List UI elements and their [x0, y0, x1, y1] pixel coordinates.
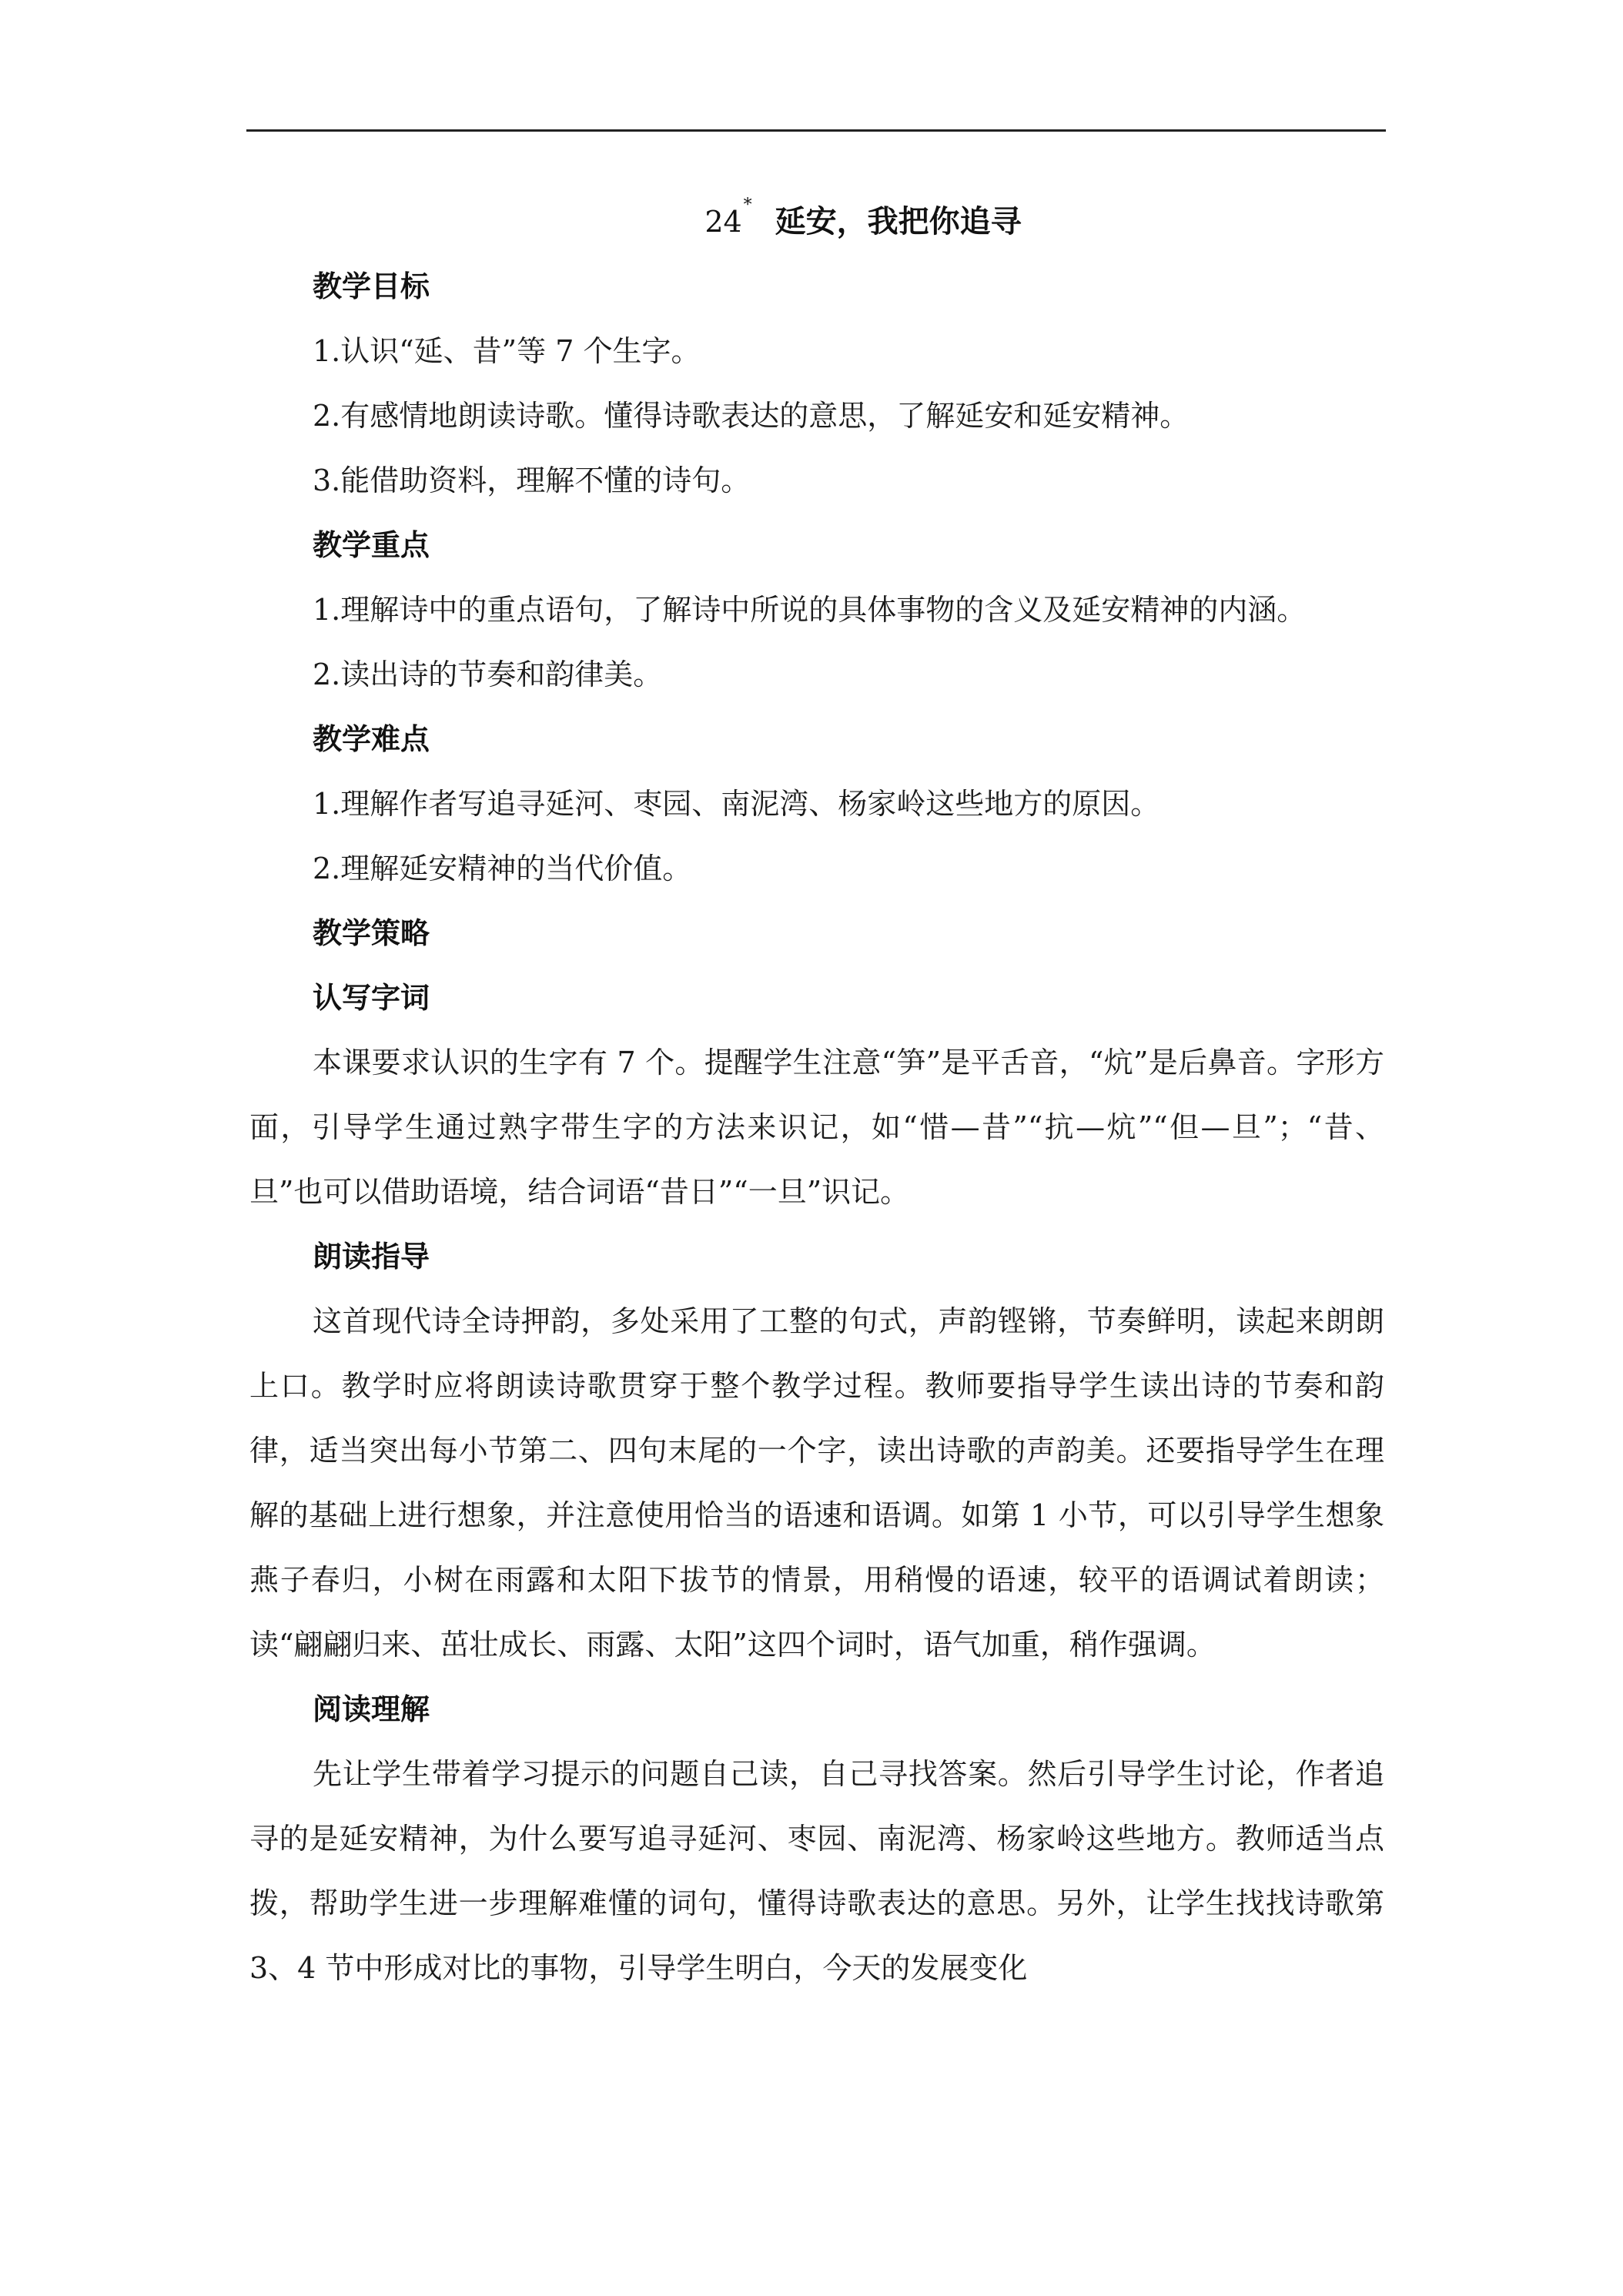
top-rule — [246, 129, 1386, 132]
words-paragraph: 本课要求认识的生字有 7 个。提醒学生注意“笋”是平舌音，“炕”是后鼻音。字形方面，引导学生通过熟字带生字的方法来识记，如“惜—昔”“抗—炕”“但—旦”；“昔、旦”也可以借助语境，结合词语“昔日”“一旦”识记。 — [249, 1046, 1384, 1209]
section-heading-difficulties: 教学难点 — [313, 722, 430, 756]
section-heading-goals: 教学目标 — [313, 269, 430, 303]
section-heading-reading: 朗读指导 — [313, 1240, 430, 1274]
section-heading-words: 认写字词 — [313, 981, 430, 1015]
document-body — [249, 189, 1384, 2000]
reading-paragraph: 这首现代诗全诗押韵，多处采用了工整的句式，声韵铿锵，节奏鲜明，读起来朗朗上口。教学时应将朗读诗歌贯穿于整个教学过程。教师要指导学生读出诗的节奏和韵律，适当突出每小节第二、四句末尾的一个字，读出诗歌的声韵美。还要指导学生在理解的基础上进行想象，并注意使用恰当的语速和语调。如第 1 小节，可以引导学生想象燕子春归，小树在雨露和太阳下拔节的情景，用稍慢的语速，较平的语调试着朗读；读“翩翩归来、茁壮成长、雨露、太阳”这四个词时，语气加重，稍作强调。 — [249, 1304, 1384, 1662]
section-heading-strategy: 教学策略 — [313, 916, 430, 950]
section-heading-key-points: 教学重点 — [313, 528, 430, 562]
difficulty-item: 1.理解作者写追寻延河、枣园、南泥湾、杨家岭这些地方的原因。 — [313, 787, 1160, 821]
lesson-title-text: 延安，我把你追寻 — [775, 204, 1022, 239]
lesson-title — [249, 189, 1384, 254]
supplementary-mark: * — [743, 196, 752, 215]
lesson-number: 24 — [704, 205, 742, 239]
key-point-item: 1.理解诗中的重点语句，了解诗中所说的具体事物的含义及延安精神的内涵。 — [313, 593, 1307, 627]
difficulty-item: 2.理解延安精神的当代价值。 — [313, 852, 692, 885]
goal-item: 2.有感情地朗读诗歌。懂得诗歌表达的意思，了解延安和延安精神。 — [313, 399, 1190, 433]
goal-item: 1.认识“延、昔”等 7 个生字。 — [313, 334, 701, 368]
key-point-item: 2.读出诗的节奏和韵律美。 — [313, 658, 663, 691]
goal-item: 3.能借助资料，理解不懂的诗句。 — [313, 464, 751, 497]
section-heading-comprehension: 阅读理解 — [313, 1692, 430, 1726]
comprehension-paragraph: 先让学生带着学习提示的问题自己读，自己寻找答案。然后引导学生讨论，作者追寻的是延安精神，为什么要写追寻延河、枣园、南泥湾、杨家岭这些地方。教师适当点拨，帮助学生进一步理解难懂的词句，懂得诗歌表达的意思。另外，让学生找找诗歌第 3、4 节中形成对比的事物，引导学生明白，今天的发展变化 — [249, 1757, 1384, 1985]
